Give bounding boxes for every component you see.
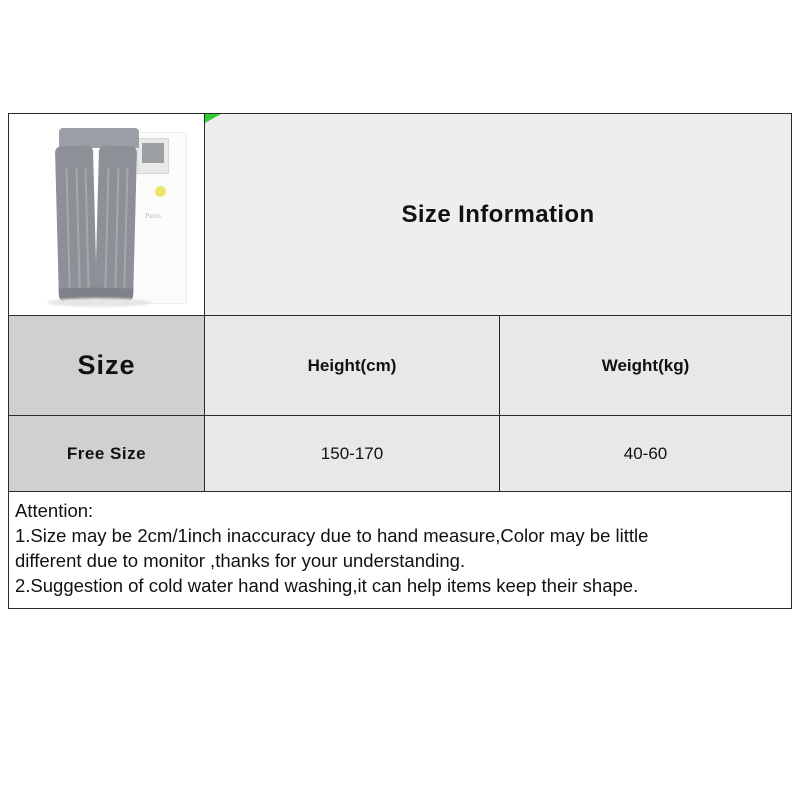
table-row [9,416,791,492]
photo-script-text: Pants [145,212,161,220]
column-header-weight-label: Weight(kg) [601,355,690,375]
page-title: Size Information [401,200,595,228]
attention-heading: Attention: [15,500,94,521]
attention-row [9,492,791,608]
pants-left-leg [55,146,97,305]
photo-yellow-dot [155,186,166,197]
table-header-row [9,114,791,316]
size-information-title-cell [205,114,791,316]
product-photo [9,114,204,315]
cell-size-value [9,416,205,492]
size-value-label: Free Size [66,443,147,463]
attention-line-2: different due to monitor ,thanks for your understanding. [15,550,466,571]
attention-content [15,498,785,598]
column-header-height [205,316,500,416]
attention-line-1: 1.Size may be 2cm/1inch inaccuracy due to hand measure,Color may be little [15,525,649,546]
pants-waistband [59,128,139,148]
pants-illustration [51,128,147,303]
attention-block [9,492,791,608]
photo-shadow [47,298,151,307]
column-header-weight [500,316,791,416]
column-header-size [9,316,205,416]
table-column-header-row [9,316,791,416]
weight-value-label: 40-60 [623,443,668,463]
height-value-label: 150-170 [320,443,384,463]
cell-height-value [205,416,500,492]
cell-weight-value [500,416,791,492]
product-image-cell [9,114,205,316]
pants-right-leg [95,146,137,305]
column-header-height-label: Height(cm) [307,355,397,375]
attention-line-3: 2.Suggestion of cold water hand washing,it can help items keep their shape. [15,575,639,596]
column-header-size-label: Size [77,350,136,380]
size-information-table [8,113,792,609]
